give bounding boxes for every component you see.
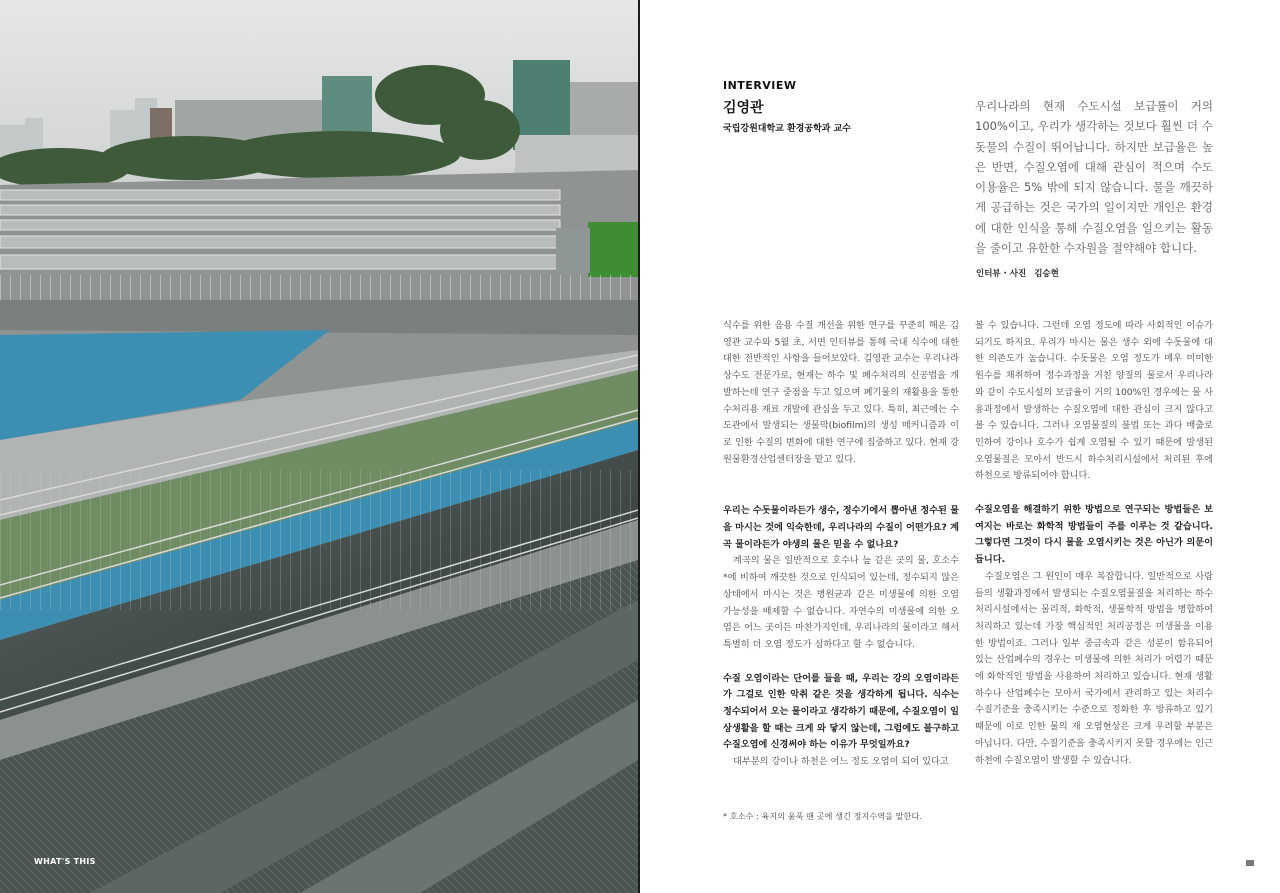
tank-lanes (0, 350, 638, 893)
footer-section-label: WHAT'S THIS (34, 857, 96, 866)
article-page (640, 0, 1280, 893)
lead-paragraph: 우리나라의 현재 수도시설 보급률이 거의 100%이고, 우리가 생각하는 것보다 훨씬 더 수돗물의 수질이 뛰어납니다. 하지만 보급율은 높은 반면, 수질오염에 대해 관심이 적으며 수도 이용율은 5% 밖에 되지 않습니다. 물을 깨끗하게 공급하는 것은 국가의 일이지만 개인은 환경에 대한 인식을 통해 수질오염을 일으키는 활동을 줄이고 유한한 수자원을 절약해야 합니다. (975, 99, 1213, 256)
question-3: 수질오염을 해결하기 위한 방법으로 연구되는 방법들은 보여지는 바로는 화학적 방법들이 주를 이루는 것 같습니다. 그렇다면 그것이 다시 물을 오염시키는 것은 아닌가 의문이 듭니다. (975, 504, 1213, 566)
interviewee-name: 김영관 (723, 100, 764, 116)
main-catwalk (0, 300, 638, 335)
interviewee-affiliation: 국립강원대학교 환경공학과 교수 (723, 124, 851, 134)
photo-credit (976, 267, 1059, 279)
green-shed (588, 222, 638, 277)
body-column-left (723, 318, 959, 771)
grey-shed (556, 228, 590, 273)
photo-page (0, 0, 638, 893)
question-2: 수질 오염이라는 단어를 들을 때, 우리는 강의 오염이라든가 그걸로 인한 악취 같은 것을 생각하게 됩니다. 식수는 정수되어서 오는 물이라고 생각하기 때문에, 수질오염이 일상생활을 할 때는 크게 와 닿지 않는데, 그럼에도 불구하고 수질오염에 신경써야 하는 이유가 무엇일까요? (723, 672, 959, 751)
page-marker (1246, 860, 1254, 866)
answer-3: 수질오염은 그 원인이 매우 복잡합니다. 일반적으로 사람들의 생활과정에서 발생되는 수질오염물질을 처리하는 하수처리시설에서는 물리적, 화학적, 생물학적 방법을 병합하여 처리하고 있는데 가장 핵심적인 처리공정은 미생물을 이용한 방법이죠. 그러나 일부 중금속과 같은 성분이 함유되어 있는 산업폐수의 경우는 미생물에 의한 처리가 어렵기 때문에 화학적인 방법을 사용하여 처리하고 있습니다. 현재 생활하수나 산업폐수는 모아서 국가에서 관리하고 있는 처리수 수질기준을 충족시키는 수준으로 정화한 후 방류하고 있기 때문에 이로 인한 물의 재 오염현상은 크게 우려할 부분은 아닙니다. 다만, 수질기준을 충족시키지 못할 경우에는 인근 하천에 수질오염이 발생할 수 있습니다. (975, 570, 1213, 766)
section-label: INTERVIEW (723, 79, 797, 92)
intro-paragraph: 식수를 위한 음용 수질 개선을 위한 연구를 꾸준히 해온 김영관 교수와 5월 초, 서면 인터뷰를 통해 국내 식수에 대한 대한 전반적인 사항을 들어보았다. 김영관 교수는 우리나라 상수도 전문가로, 현재는 하수 및 폐수처리의 신공법을 개발하는데 연구 중점을 두고 있으며 폐기물의 재활용을 통한 수처리용 재료 개발에 관심을 두고 있다. 특히, 최근에는 수도관에서 발생되는 생물막(biofilm)의 생성 매커니즘과 이로 인한 수질의 변화에 대한 연구에 집중하고 있다. 현재 강원물환경산업센터장을 맡고 있다. (723, 320, 959, 465)
footnote: * 호소수 : 육지의 움푹 팬 곳에 생긴 정지수역을 말한다. (723, 811, 922, 821)
body-column-right (975, 318, 1213, 769)
water-treatment-plant-photo (0, 0, 638, 893)
answer-2-continued: 볼 수 있습니다. 그런데 오염 정도에 따라 사회적인 이슈가 되기도 하지요. 우리가 마시는 물은 생수 외에 수돗물에 대한 의존도가 높습니다. 수돗물은 오염 정도가 매우 미미한 원수를 채취하여 정수과정을 거친 양질의 물로서 우리나라와 같이 수도시설의 보급율이 거의 100%인 경우에는 물 사용과정에서 발생하는 수질오염에 대한 관심이 크지 않다고 볼 수 있습니다. 그러나 오염물질의 불법 또는 과다 배출로 인하여 강이나 호수가 쉽게 오염될 수 있기 때문에 발생된 오염물질은 모아서 반드시 하수처리시설에서 처리된 후에 하천으로 방류되어야 합니다. (975, 320, 1213, 482)
credit-name: 김승현 (1034, 269, 1059, 279)
question-1: 우리는 수돗물이라든가 생수, 정수기에서 뽑아낸 정수된 물을 마시는 것에 익숙한데, 우리나라의 수질이 어떤가요? 계곡 물이라든가 야생의 물은 믿을 수 없나요? (723, 505, 959, 550)
answer-2: 대부분의 강이나 하천은 어느 정도 오염이 되어 있다고 (733, 756, 949, 768)
answer-1: 계곡의 물은 일반적으로 호수나 늪 같은 곳의 물, 호소수*에 비하여 깨끗한 것으로 인식되어 있는데, 정수되지 않은 상태에서 마시는 것은 병원균과 같은 미생물에 의한 오염 가능성을 배제할 수 없습니다. 자연수의 미생물에 의한 오염은 어느 곳이든 마찬가지인데, 우리나라의 물이라고 해서 특별히 더 오염 정도가 심하다고 할 수 없습니다. (723, 555, 959, 650)
credit-label: 인터뷰 · 사진 (976, 269, 1027, 279)
